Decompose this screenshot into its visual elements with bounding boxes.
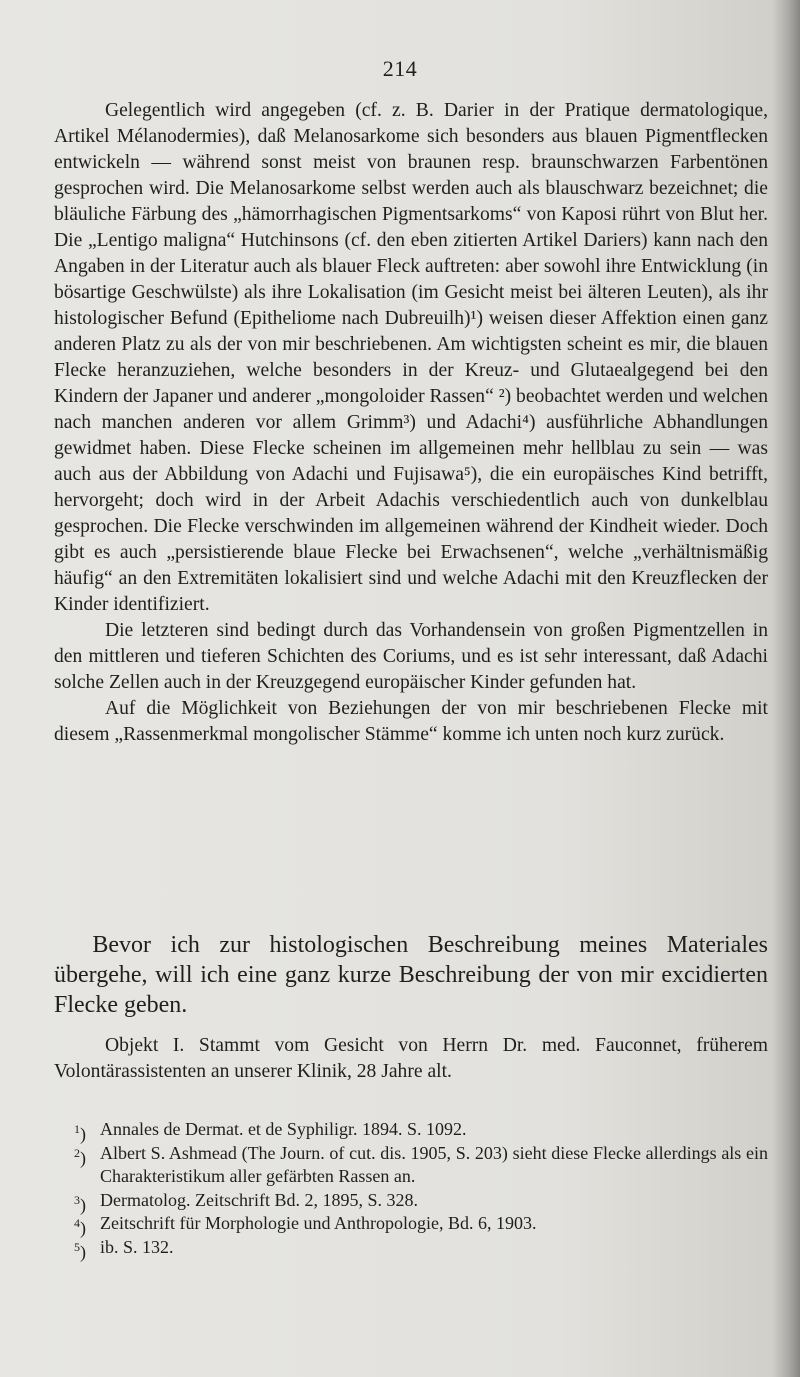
lead-paragraph: Bevor ich zur histologischen Beschreibung meines Materiales übergehe, will ich eine ganz kurze Beschreibung der von mir excidierten Flecke geben. xyxy=(54,932,768,1018)
footnote xyxy=(54,1212,768,1236)
footnote-mark: $^2$) xyxy=(74,1145,86,1168)
footnote-mark: $^5$) xyxy=(74,1239,86,1262)
footnote xyxy=(54,1189,768,1213)
objekt-section xyxy=(54,1033,768,1085)
footnote xyxy=(54,1142,768,1189)
footnote-text: ib. S. 132. xyxy=(100,1236,174,1257)
footnote-text: Zeitschrift für Morphologie und Anthropologie, Bd. 6, 1903. xyxy=(100,1213,537,1233)
paragraph-1: Gelegentlich wird angegeben (cf. z. B. Darier in der Pratique dermatologique, Artikel Mélanodermies), daß Melanosarkome sich besonders aus blauen Pigmentflecken entwickeln — während sonst meist von braunen resp. braunschwarzen Farbentönen gesprochen wird. Die Melanosarkome selbst werden auch als blauschwarz bezeichnet; die bläuliche Färbung des „hämorrhagischen Pigmentsarkoms“ von Kaposi rührt von Blut her. Die „Lentigo maligna“ Hutchinsons (cf. den eben zitierten Artikel Dariers) kann nach den Angaben in der Literatur auch als blauer Fleck auftreten: aber sowohl ihre Entwicklung (in bösartige Geschwülste) als ihre Lokalisation (im Gesicht meist bei älteren Leuten), als ihr histologischer Befund (Epitheliome nach Dubreuilh)¹) weisen dieser Affektion einen ganz anderen Platz zu als der von mir beschriebenen. Am wichtigsten scheint es mir, die blauen Flecke heranzuziehen, welche besonders in der Kreuz- und Glutaealgegend bei den Kindern der Japaner und anderer „mongoloider Rassen“ ²) beobachtet werden und welchen nach manchen anderen vor allem Grimm³) und Adachi⁴) ausführliche Abhandlungen gewidmet haben. Diese Flecke scheinen im allgemeinen mehr hellblau zu sein — was auch aus der Abbildung von Adachi und Fujisawa⁵), die ein europäisches Kind betrifft, hervorgeht; doch wird in der Arbeit Adachis verschiedentlich auch von dunkelblau gesprochen. Die Flecke verschwinden im allgemeinen während der Kindheit wieder. Doch gibt es auch „persistierende blaue Flecke bei Erwachsenen“, welche „verhältnismäßig häufig“ an den Extremitäten lokalisiert sind und welche Adachi mit den Kreuzflecken der Kinder identifiziert. xyxy=(54,100,768,615)
footnotes xyxy=(54,1118,768,1262)
footnote-text: Dermatolog. Zeitschrift Bd. 2, 1895, S. 328. xyxy=(100,1189,418,1210)
footnote-text: Albert S. Ashmead (The Journ. of cut. dis. 1905, S. 203) sieht diese Flecke allerdings als ein Charakteristikum aller gefärbten Rassen an. xyxy=(100,1142,768,1186)
footnote xyxy=(54,1236,768,1260)
footnote-mark: $^4$) xyxy=(74,1216,86,1238)
body-text xyxy=(54,98,768,748)
page-edge-shadow xyxy=(772,0,800,1377)
footnote-mark: $^1$) xyxy=(74,1122,86,1144)
lead-section xyxy=(54,930,768,1020)
footnote-text: Annales de Dermat. et de Syphiligr. 1894. S. 1092. xyxy=(100,1119,467,1139)
page-number: 214 xyxy=(382,56,418,81)
objekt-paragraph: Objekt I. Stammt vom Gesicht von Herrn Dr. med. Fauconnet, früherem Volontärassistenten an unserer Klinik, 28 Jahre alt. xyxy=(54,1035,768,1082)
paragraph-3: Auf die Möglichkeit von Beziehungen der von mir beschriebenen Flecke mit diesem „Rassenmerkmal mongolischer Stämme“ komme ich unten noch kurz zurück. xyxy=(54,698,768,745)
paragraph-2: Die letzteren sind bedingt durch das Vorhandensein von großen Pigmentzellen in den mittleren und tieferen Schichten des Coriums, und es ist sehr interessant, daß Adachi solche Zellen auch in der Kreuzgegend europäischer Kinder gefunden hat. xyxy=(54,620,768,693)
footnote-mark: $^3$) xyxy=(74,1192,86,1215)
footnote xyxy=(54,1118,768,1142)
